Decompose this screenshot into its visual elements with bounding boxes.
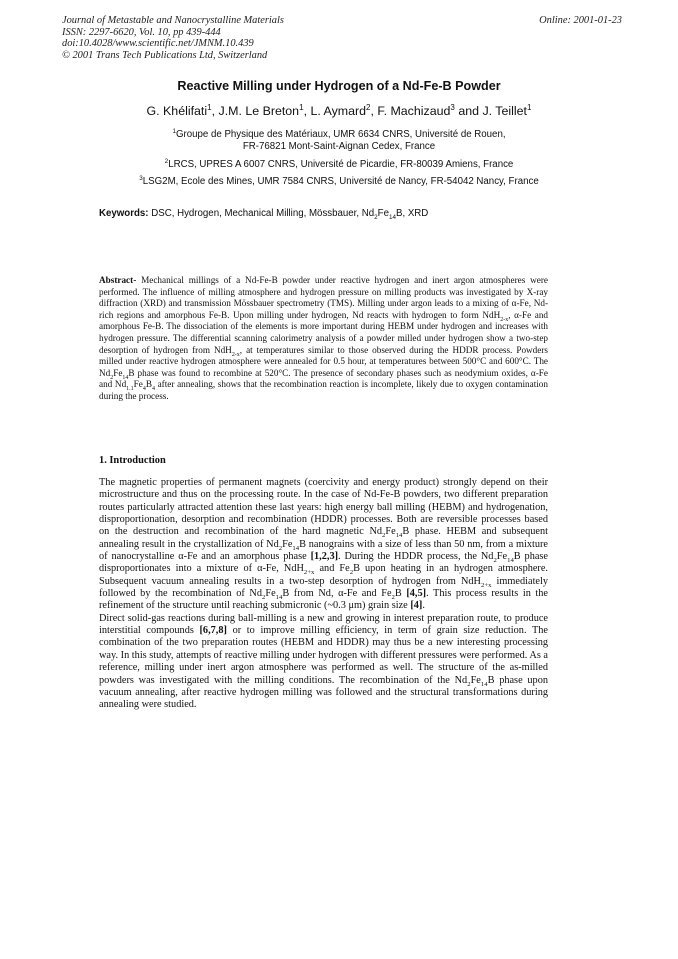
author-affiliation-mark: 2 <box>366 102 371 112</box>
author-separator: , <box>370 104 378 118</box>
affiliation-number: 3 <box>139 174 143 182</box>
author-affiliation-mark: 1 <box>299 102 304 112</box>
keywords: Keywords: DSC, Hydrogen, Mechanical Milling, Mössbauer, $Nd_2Fe_{14}B$, XRD <box>99 208 429 221</box>
citation: [4] <box>410 600 423 612</box>
abstract-label: Abstract- <box>99 275 137 285</box>
affiliation-2 <box>0 159 678 171</box>
author-name: J.M. Le Breton <box>218 104 300 118</box>
author-affiliation-mark: 3 <box>450 102 455 112</box>
abstract: Abstract- Mechanical millings of a Nd-Fe-B powder under reactive hydrogen and inert argon atmospheres were performed. The influence of milling atmosphere and hydrogen pressure on milling products was investigated by X-ray diffraction (XRD) and transmission Mössbauer spectrometry (TMS). Milling under argon leads to a mixing of α-Fe, Nd-rich regions and amorphous Fe-B. Upon milling under hydrogen, Nd reacts with hydrogen to form NdH$_{2-x}$, α-Fe and amorphous Fe-B. The dissociation of the elements is more important during HEBM under hydrogen and increases with hydrogen pressure. The differential scanning calorimetry analysis of a powder milled under hydrogen show a two-step desorption of hydrogen from NdH$_{2-x}$, at temperatures similar to those observed during the HDDR process. Powders milled under reactive hydrogen atmosphere were annealed for 0.5 hour, at temperatures between 500°C and 600°C. The $Nd_2Fe_{14}B$ phase was found to recombine at 520°C. The presence of secondary phases such as neodymium oxides, α-Fe and $Nd_{1.1}Fe_4B_4$ after annealing, shows that the recombination reaction is incomplete, likely due to oxygen contamination during the process. <box>99 275 549 401</box>
author-affiliation-mark: 1 <box>526 102 532 112</box>
paragraph: The magnetic properties of permanent magnets (coercivity and energy product) strongly depend on their microstructure and thus on the processing route. In the case of Nd-Fe-B powders, two different preparation routes particularly attracted attention these last years: high energy ball milling (HEBM) and hydrogenation, disproportionation, desorption and recombination (HDDR) processes. Both are reversible processes based on the destruction and recombination of the hard magnetic $Nd_2Fe_{14}B$ phase. HEBM and subsequent annealing result in the crystallization of $Nd_2Fe_{14}B$ nanograins with a size of less than 50 nm, from a mixture of nanocrystalline α-Fe and an amorphous phase [1,2,3]. During the HDDR process, the $Nd_2Fe_{14}B$ phase disproportionates into a mixture of α-Fe, NdH$_{2+x}$ and $Fe_2B$ upon heating in an hydrogen atmosphere. Subsequent vacuum annealing results in a two-step desorption of hydrogen from NdH$_{2+x}$ immediately followed by the recombination of $Nd_2Fe_{14}B$ from Nd, α-Fe and $Fe_2B$ [4,5]. This process results in the refinement of the structure until reaching submicronic (~0.3 μm) grain size [4]. <box>99 477 549 612</box>
author-name: G. Khélifati <box>146 104 208 118</box>
online-date: Online: 2001-01-23 <box>539 15 622 26</box>
section-heading: 1. Introduction <box>99 455 166 466</box>
author-separator: , <box>211 104 219 118</box>
affiliation-3 <box>0 176 678 188</box>
paragraph: Direct solid-gas reactions during ball-milling is a new and growing in interest preparation route, to produce interstitial compounds [6,7,8] or to improve milling efficiency, in term of grain size reduction. The combination of the two preparation routes (HEBM and HDDR) may thus be a new interesting processing way. In this study, attempts of reactive milling under hydrogen with different pressures were performed. As a reference, milling under inert argon atmosphere was performed as well. The structure of the as-milled powders was investigated with the milling conditions. The recombination of the $Nd_2Fe_{14}B$ phase upon vacuum annealing, after reactive hydrogen milling was followed and the structural transformations during annealing were studied. <box>99 612 548 711</box>
journal-header <box>62 15 622 61</box>
affiliation-1 <box>0 129 678 153</box>
author-name: L. Aymard <box>310 104 367 118</box>
affiliation-text: Groupe de Physique des Matériaux, UMR 6634 CNRS, Université de Rouen, <box>175 129 506 140</box>
affiliation-text: LRCS, UPRES A 6007 CNRS, Université de Picardie, FR-80039 Amiens, France <box>168 159 514 170</box>
author-name: F. Machizaud <box>377 104 451 118</box>
author-affiliation-mark: 1 <box>207 102 212 112</box>
journal-doi: doi:10.4028/www.scientific.net/JMNM.10.439 <box>62 38 254 50</box>
introduction-text <box>99 477 548 712</box>
citation: [6,7,8] <box>199 625 227 637</box>
journal-copyright: © 2001 Trans Tech Publications Ltd, Switzerland <box>62 49 268 61</box>
paper-title: Reactive Milling under Hydrogen of a Nd-Fe-B Powder <box>177 79 501 93</box>
affiliation-number: 2 <box>164 157 169 165</box>
citation: [1,2,3] <box>310 551 339 563</box>
keywords-text: DSC, Hydrogen, Mechanical Milling, Mössbauer, Nd <box>151 208 375 219</box>
citation: [4,5] <box>406 588 427 600</box>
affiliation-number: 1 <box>172 127 176 135</box>
journal-name: Journal of Metastable and Nanocrystalline Materials <box>62 15 284 26</box>
author-list <box>0 104 678 118</box>
journal-issn: ISSN: 2297-6620, Vol. 10, pp 439-444 <box>62 26 221 38</box>
affiliation-text: FR-76821 Mont-Saint-Aignan Cedex, France <box>242 141 436 152</box>
affiliation-text: LSG2M, Ecole des Mines, UMR 7584 CNRS, Université de Nancy, FR-54042 Nancy, France <box>142 176 539 187</box>
author-separator: and <box>454 104 483 118</box>
keywords-label: Keywords: <box>99 208 149 219</box>
author-separator: , <box>303 104 311 118</box>
author-name: J. Teillet <box>482 104 527 118</box>
